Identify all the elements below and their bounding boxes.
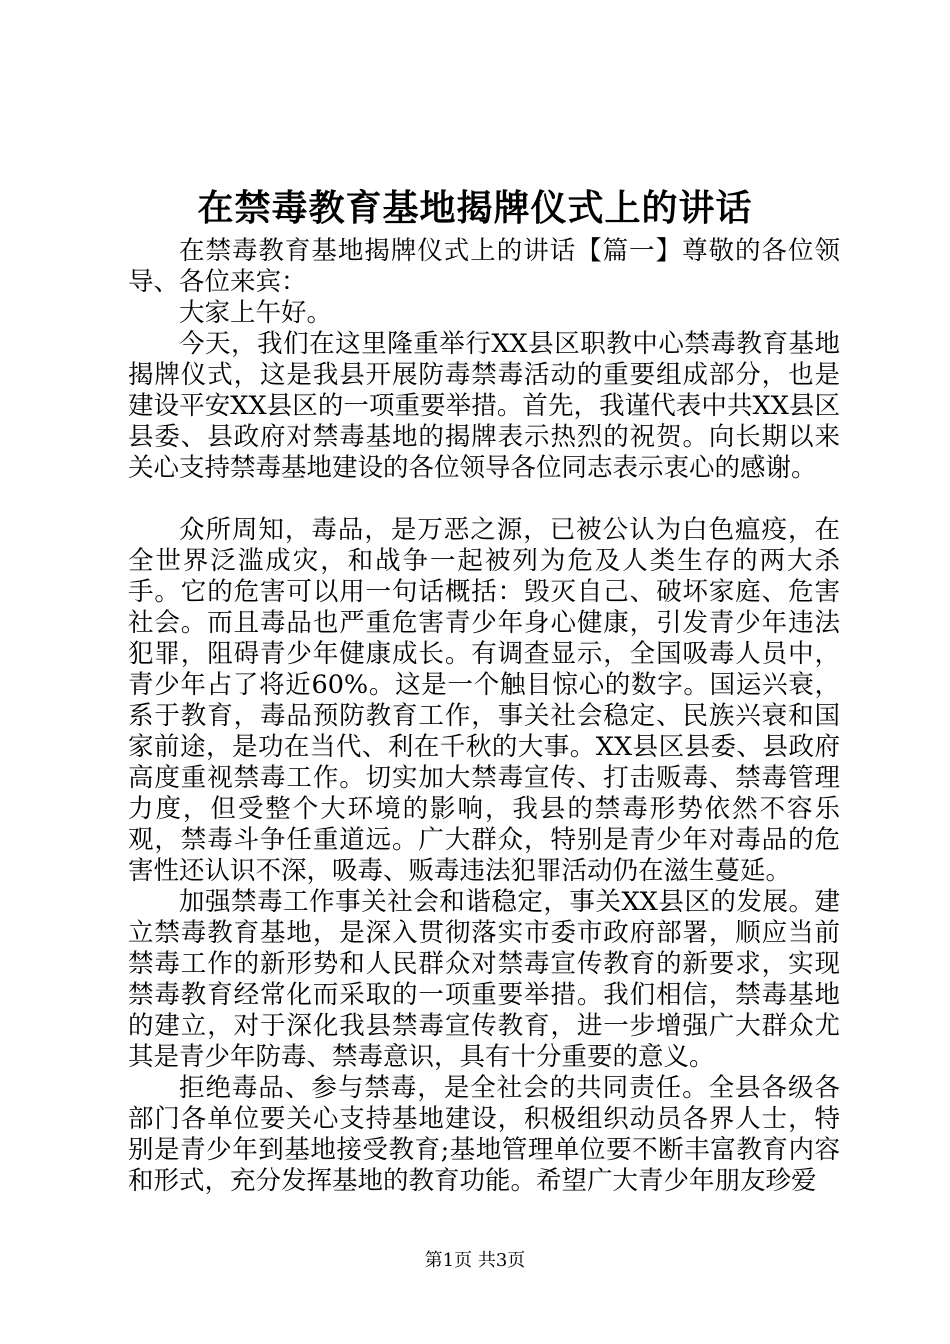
document-body xyxy=(128,236,840,1197)
paragraph-spacer xyxy=(128,484,840,515)
document-title: 在禁毒教育基地揭牌仪式上的讲话 xyxy=(197,187,753,229)
paragraph-greeting: 在禁毒教育基地揭牌仪式上的讲话【篇一】尊敬的各位领导、各位来宾： xyxy=(128,236,840,297)
paragraph-shared-responsibility: 拒绝毒品、参与禁毒，是全社会的共同责任。全县各级各部门各单位要关心支持基地建设，积极组织动员各界人士，特别是青少年到基地接受教育;基地管理单位要不断丰富教育内容和形式，充分发挥基地的教育功能。希望广大青少年朋友珍爱 xyxy=(128,1073,840,1196)
paragraph-opening: 今天，我们在这里隆重举行XX县区职教中心禁毒教育基地揭牌仪式，这是我县开展防毒禁毒活动的重要组成部分，也是建设平安XX县区的一项重要举措。首先，我谨代表中共XX县区县委、县政府对禁毒基地的揭牌表示热烈的祝贺。向长期以来关心支持禁毒基地建设的各位领导各位同志表示衷心的感谢。 xyxy=(128,329,840,483)
page-number-footer: 第1页 共3页 xyxy=(424,1250,526,1271)
paragraph-drug-harm: 众所周知，毒品，是万恶之源，已被公认为白色瘟疫，在全世界泛滥成灾，和战争一起被列为危及人类生存的两大杀手。它的危害可以用一句话概括：毁灭自己、破坏家庭、危害社会。而且毒品也严重危害青少年身心健康，引发青少年违法犯罪，阻碍青少年健康成长。有调查显示，全国吸毒人员中，青少年占了将近60%。这是一个触目惊心的数字。国运兴衰，系于教育，毒品预防教育工作，事关社会稳定、民族兴衰和国家前途，是功在当代、利在千秋的大事。XX县区县委、县政府高度重视禁毒工作。切实加大禁毒宣传、打击贩毒、禁毒管理力度，但受整个大环境的影响，我县的禁毒形势依然不容乐观，禁毒斗争任重道远。广大群众，特别是青少年对毒品的危害性还认识不深，吸毒、贩毒违法犯罪活动仍在滋生蔓延。 xyxy=(128,515,840,886)
paragraph-salutation: 大家上午好。 xyxy=(179,298,333,328)
paragraph-education-base: 加强禁毒工作事关社会和谐稳定，事关XX县区的发展。建立禁毒教育基地，是深入贯彻落实市委市政府部署，顺应当前禁毒工作的新形势和人民群众对禁毒宣传教育的新要求，实现禁毒教育经常化而采取的一项重要举措。我们相信，禁毒基地的建立，对于深化我县禁毒宣传教育，进一步增强广大群众尤其是青少年防毒、禁毒意识，具有十分重要的意义。 xyxy=(128,887,840,1072)
